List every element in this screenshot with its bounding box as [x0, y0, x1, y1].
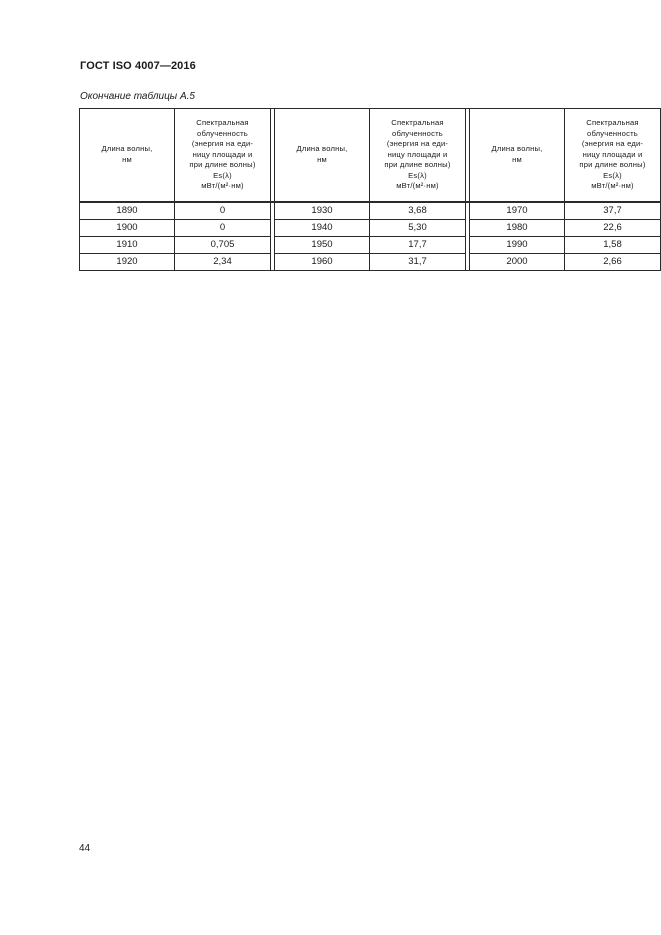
table-cell: 1,58: [565, 237, 661, 254]
table-cell: 0,705: [175, 237, 271, 254]
table-row: [80, 237, 661, 254]
table-cell: 37,7: [565, 202, 661, 220]
table-cell: 22,6: [565, 220, 661, 237]
table-cell: 2000: [470, 254, 565, 271]
header-irradiance-1: Спектральная облученность (энергия на еди- ницу площади и при длине волны) Es(λ) мВт/(м²·нм): [175, 109, 271, 203]
header-irradiance-2: Спектральная облученность (энергия на еди- ницу площади и при длине волны) Es(λ) мВт/(м²·нм): [370, 109, 466, 203]
header-wavelength-2: Длина волны, нм: [275, 109, 370, 203]
table-header-row: [80, 109, 661, 203]
header-wavelength-1: Длина волны, нм: [80, 109, 175, 203]
table-cell: 1890: [80, 202, 175, 220]
spectral-irradiance-table: [79, 108, 661, 271]
table-cell: 2,34: [175, 254, 271, 271]
table-caption: Окончание таблицы А.5: [80, 91, 195, 102]
table-cell: 17,7: [370, 237, 466, 254]
table-cell: 1970: [470, 202, 565, 220]
table-cell: 1960: [275, 254, 370, 271]
table-cell: 0: [175, 220, 271, 237]
header-irradiance-3: Спектральная облученность (энергия на еди- ницу площади и при длине волны) Es(λ) мВт/(м²·нм): [565, 109, 661, 203]
table-cell: 3,68: [370, 202, 466, 220]
page-number: 44: [79, 843, 91, 854]
table-cell: 1900: [80, 220, 175, 237]
table-row: [80, 202, 661, 220]
table-row: [80, 254, 661, 271]
spectral-table-container: [79, 108, 646, 271]
table-cell: 0: [175, 202, 271, 220]
table-cell: 2,66: [565, 254, 661, 271]
table-cell: 1940: [275, 220, 370, 237]
table-cell: 5,30: [370, 220, 466, 237]
table-cell: 1930: [275, 202, 370, 220]
table-cell: 1910: [80, 237, 175, 254]
table-cell: 1950: [275, 237, 370, 254]
table-row: [80, 220, 661, 237]
table-cell: 1990: [470, 237, 565, 254]
table-cell: 1920: [80, 254, 175, 271]
header-wavelength-3: Длина волны, нм: [470, 109, 565, 203]
document-code: ГОСТ ISO 4007—2016: [80, 60, 196, 72]
table-cell: 31,7: [370, 254, 466, 271]
table-cell: 1980: [470, 220, 565, 237]
